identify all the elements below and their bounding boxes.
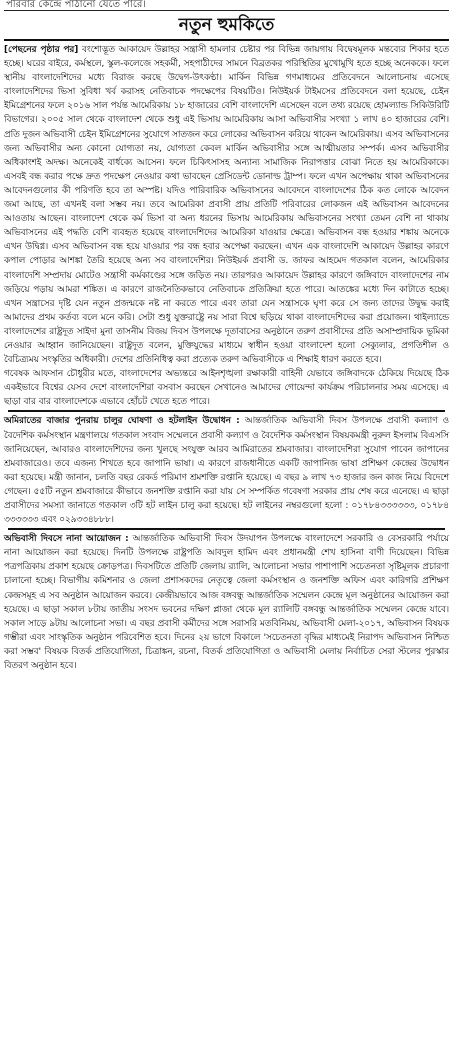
previous-article-tail: পরিবার কেন্দ্রে পাঠানো যেতে পারে। (6, 0, 146, 10)
subhead-migrants-day: অভিবাসী দিবসে নানা আয়োজন : (4, 534, 129, 545)
article-paragraph-2 (4, 367, 449, 409)
headline-rule (4, 39, 449, 41)
jump-label: [পেছনের পৃষ্ঠার পর] (4, 45, 79, 55)
article-headline: নতুন হুমকিতে (178, 15, 275, 35)
article-body (0, 43, 453, 673)
paragraph-1-text: বংশোদ্ভূত আকায়েদ উল্লাহর সন্ত্রাসী হামলার চেষ্টার পর বিভিন্ন জায়গায় বিদ্বেষমূলক মন্তব্যের শিকার হতে হচ্ছে। ঘরের বাইরে, কর্মস্থলে, স্কুল-কলেজে সহকর্মী, সহপাঠীদের সামনে বিব্রতকর পরিস্থিতির মুখোমুখি হতে হচ্ছে অনেককে। ফলে স্থানীয় বাংলাদেশিদের মধ্যে বিরাজ করছে উদ্বেগ-উৎকণ্ঠা। মার্কিন বিভিন্ন গণমাধ্যমের প্রতিবেদনে আলোচনায় এসেছে বাংলাদেশিদের ভিসা সুবিধা খর্ব করাসহ নেতিবাচক পদক্ষেপের বিষয়টিও। নিউইয়র্ক টাইমসের প্রতিবেদনে বলা হয়েছে, চেইন ইমিগ্রেশনের ফলে ২০১৬ সাল পর্যন্ত আমেরিকায় ১৮ হাজারের বেশি বাংলাদেশি এসেছেন বলে তথ্য রয়েছে হোমল্যান্ড সিকিউরিটি বিভাগের। ২০০৫ সাল থেকে বাংলাদেশ থেকে শুধু এই ভিসায় আমেরিকায় আসা অভিবাসীর সংখ্যা ১ লাখ ৪০ হাজারের বেশি। প্রতি দুজন অভিবাসী চেইন ইমিগ্রেশনের সুযোগে সাতজন করে লোকের অভিবাসন করিয়ে থাকেন আমেরিকায়। এসব অভিবাসনের জন্য অভিবাসীর অন্য কোনো যোগ্যতা নয়, যোগ্যতা কেবল মার্কিন অভিবাসীর সঙ্গে আত্মীয়তার সম্পর্ক। এসব অভিবাসীর অধিকাংশই অদক্ষ। অনেকেই বার্ধক্যে আসেন। ফলে চিকিৎসাসহ অন্যান্য সামাজিক নিরাপত্তার বোঝা নিতে হয় আমেরিকাকে। এসবই বন্ধ করার পক্ষে দ্রুত পদক্ষেপ নেওয়ার কথা ভাবছেন প্রেসিডেন্ট ডোনাল্ড ট্রাম্প। ফলে এখন অপেক্ষায় থাকা অভিবাসনের আবেদনগুলোর কী পরিণতি হবে তা অস্পষ্ট। যদিও পারিবারিক অভিবাসনের আবেদনে বাংলাদেশের ঠিক কত লোকে আবেদন জমা আছে, তা এখনই বলা সম্ভব নয়। তবে আমেরিকা প্রবাসী প্রায় প্রতিটি পরিবারের লোকজন এই অভিবাসন আবেদনের আওতায় আছেন। বাংলাদেশ থেকে কর্ম ভিসা বা অন্য ধরনের ভিসায় আমেরিকায় অভিবাসনের সংখ্যা তেমন বেশি না থাকায় অভিবাসনের এই পদ্ধতি বেশি ব্যবহৃত হয়েছে বাংলাদেশিদের আমেরিকা যাওয়ার ক্ষেত্রে। অভিবাসন বন্ধ হওয়ার শঙ্কায় অনেকে এখন উদ্বিগ্ন। এসব অভিবাসন বন্ধ হয়ে যাওয়ার পর বন্ধ হবার অপেক্ষা করছেন। এখন এক বাংলাদেশি আকায়েদ উল্লাহর কারণে কপাল পোড়ার আশঙ্কা তৈরি হয়েছে অন্য সব বাংলাদেশির। নিউইয়র্ক প্রবাসী ড. জাফর আহমেদ গতকাল বলেন, আমেরিকার বাংলাদেশি সম্প্রদায় মোটেও সন্ত্রাসী কর্মকাণ্ডের সঙ্গে জড়িত নয়। তারপরও আকায়েদ উল্লাহর কারণে জঙ্গিবাদে বাংলাদেশের নাম জড়িয়ে পড়ায় আমরা শঙ্কিত। এ কারণে রাজনৈতিকভাবে নেতিবাচক প্রতিক্রিয়া হতে পারে। আতঙ্কের মধ্যে দিন কাটাতে হচ্ছে। এখন সন্ত্রাসের দৃষ্টি যেন নতুন প্রজন্মকে নষ্ট না করতে পারে এবং তারা যেন সন্ত্রাসকে ঘৃণা করে সে জন্য তাদের উদ্বুদ্ধ করাই আমাদের প্রথম কর্তব্য বলে মনে করি। সেটা শুধু যুক্তরাষ্ট্রে নয় সারা বিশ্বে ছড়িয়ে থাকা বাংলাদেশিদের করা প্রয়োজন। থাইল্যান্ডে বাংলাদেশের রাষ্ট্রদূত সাইদা মুনা তাসনীম বিজয় দিবস উপলক্ষে দূতাবাসের অনুষ্ঠানে তরুণ প্রবাসীদের প্রতি অসাম্প্রদায়িক ভূমিকা নেওয়ার আহ্বান জানিয়েছেন। রাষ্ট্রদূত বলেন, মুক্তিযুদ্ধের মাধ্যমে স্বাধীন হওয়া বাংলাদেশ হলো সেক্যুলার, প্রগতিশীল ও বৈচিত্র্যময় সংস্কৃতির অধিকারী। দেশের প্রতিনিধিত্ব করা প্রত্যেক তরুণ অভিবাসীকে এ শিক্ষাই ধারণ করতে হবে। (4, 45, 449, 366)
paragraph-2-text: গবেষক আফসান চৌধুরীর মতে, বাংলাদেশের অভ্যন্তরে আইনশৃঙ্খলা রক্ষাকারী বাহিনী যেভাবে জঙ্গিবাদকে ঠেকিয়ে দিয়েছে ঠিক একইভাবে বিশ্বের যেসব দেশে বাংলাদেশিরা বসবাস করছেন সেখানেও আমাদের গোয়েন্দা কার্যক্রম পরিচালনার সময় এসেছে। এ ছাড়া বার বার বাংলাদেশকে এভাবে হোঁচট খেতে হতে পারে। (4, 369, 449, 408)
section-emirates-body: আন্তর্জাতিক অভিবাসী দিবস উপলক্ষে প্রবাসী কল্যাণ ও বৈদেশিক কর্মসংস্থান মন্ত্রণালয়ে গতকাল সংবাদ সম্মেলনে প্রবাসী কল্যাণ ও বৈদেশিক কর্মসংস্থান বিষয়কমন্ত্রী নুরুল ইসলাম বিএসসি জানিয়েছেন, আবারও বাংলাদেশিদের জন্য খুলছে সংযুক্ত আরব আমিরাতের শ্রমবাজার। বাংলাদেশিরা সুযোগ পাবেন জাপানের শ্রমবাজারেও। তবে এজন্য শিখতে হবে জাপানি ভাষা। এ কারণে রাজধানীতে একটি জাপানিজ ভাষা প্রশিক্ষণ কেন্দ্রের উদ্বোধন করা হয়েছে। মন্ত্রী জানান, চলতি বছর রেকর্ড পরিমাণ শ্রমশক্তি রপ্তানি হয়েছে। এ বছর ৯ লাখ ৭৩ হাজার জন কাজ নিয়ে বিদেশে গেছেন। ৫৫টি নতুন শ্রমবাজারে কীভাবে জনশক্তি রপ্তানি করা যায় সে সম্পর্কিত গবেষণা সরকার প্রায় শেষ করে এনেছে। এ ছাড়া প্রবাসীদের সমস্যা জানাতে গতকাল ৩টি হট লাইন চালু করা হয়েছে। হট লাইনের নম্বরগুলো হলো : ০১৭৮৪৩৩৩৩৩৩, ০১৭৮৪ ৩৩৩৩৩৩ এবং ০২৯৩৩৪৮৮৮। (4, 416, 450, 526)
section-migrants-body: আন্তর্জাতিক অভিবাসী দিবস উদযাপন উপলক্ষে বাংলাদেশে সরকারি ও বেসরকারি পর্যায়ে নানা আয়োজন করা হয়েছে। দিনটি উপলক্ষে রাষ্ট্রপতি আবদুল হামিদ এবং প্রধানমন্ত্রী শেখ হাসিনা বাণী দিয়েছেন। বিভিন্ন পত্রপত্রিকায় প্রকাশ হয়েছে ক্রোড়পত্র। দিবসটিতে প্রতিটি জেলায় র‍্যালি, আলোচনা সভার পাশাপাশি সচেতনতা সৃষ্টিমূলক প্রচারণা চালানো হচ্ছে। বিভাগীয় কমিশনার ও জেলা প্রশাসকদের নেতৃত্বে জেলা কর্মসংস্থান ও জনশক্তি অফিস এবং কারিগরি প্রশিক্ষণ কেন্দ্রসমূহ এ সব অনুষ্ঠান আয়োজন করবে। কেন্দ্রীয়ভাবে আজ বঙ্গবন্ধু আন্তর্জাতিক সম্মেলন কেন্দ্রে মূল অনুষ্ঠানের আয়োজন করা হয়েছে। এ ছাড়া সকাল ৮টায় জাতীয় সংসদ ভবনের দক্ষিণ প্লাজা থেকে মূল র‍্যালিটি বঙ্গবন্ধু আন্তর্জাতিক সম্মেলন কেন্দ্রে যাবে। সকাল সাড়ে ৯টায় আলোচনা সভা। এ বছর প্রবাসী কর্মীদের সঙ্গে সরাসরি মতবিনিময়, অভিবাসী মেলা-২০১৭, অভিবাসন বিষয়ক গম্ভীরা এবং সাংস্কৃতিক অনুষ্ঠান পরিবেশিত হবে। দিনের ২য় ভাগে বিকালে 'সচেতনতা বৃদ্ধির মাধ্যমেই নিরাপদ অভিবাসন নিশ্চিত করা সম্ভব' বিষয়ক বিতর্ক প্রতিযোগিতা, চিত্রাঙ্কন, রচনা, বিতর্ক প্রতিযোগিতা ও অভিবাসী মেলায় নির্বাচিত সেরা স্টলের পুরস্কার বিতরণ অনুষ্ঠান হবে। (4, 534, 449, 672)
section-divider-2 (8, 528, 445, 530)
article-paragraph-1 (4, 43, 449, 367)
subhead-emirates-hotline: অমিরাতের বাজার পুনরায় চালুর ঘোষণা ও হটলাইন উদ্বোধন : (4, 416, 240, 427)
section-divider-1 (8, 410, 445, 412)
section-emirates-hotline (4, 414, 449, 527)
section-migrants-day (4, 532, 449, 673)
